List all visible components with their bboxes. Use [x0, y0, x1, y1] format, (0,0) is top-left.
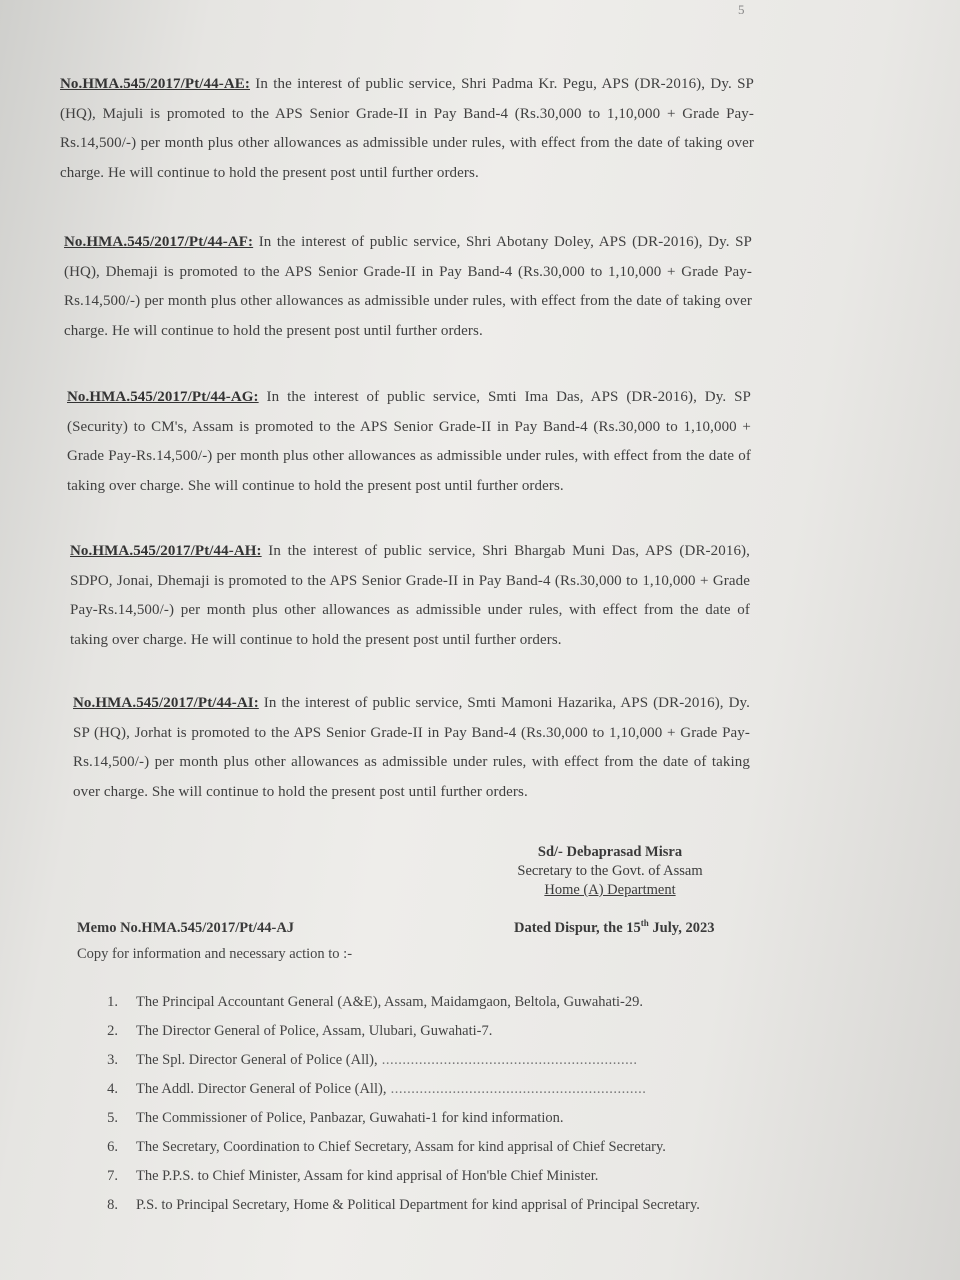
order-text: In the interest of public service, Smti Ima Das, APS (DR-2016), Dy. SP (Security) to CM's, Assam is promoted to the APS Senior Grade-II in Pay Band-4 (Rs.30,000 to 1,10,000 + Grade Pay-Rs.14,500/-) per month plus other allowances as admissible under rules, with effect from the date of taking over charge. She will continue to hold the present post until further orders. [67, 389, 751, 494]
list-item-text: The P.P.S. to Chief Minister, Assam for kind apprisal of Hon'ble Chief Minister. [136, 1168, 599, 1184]
list-item [98, 1196, 748, 1215]
signature-block [490, 843, 730, 900]
list-item-number: 7. [107, 1168, 118, 1184]
order-paragraph-ag [67, 383, 751, 501]
list-item [98, 1022, 748, 1041]
list-item-text: The Director General of Police, Assam, Ulubari, Guwahati-7. [136, 1023, 493, 1039]
order-paragraph-ah [70, 537, 750, 655]
copy-to-list [98, 993, 748, 1225]
order-text: In the interest of public service, Shri Padma Kr. Pegu, APS (DR-2016), Dy. SP (HQ), Majuli is promoted to the APS Senior Grade-II in Pay Band-4 (Rs.30,000 to 1,10,000 + Grade Pay-Rs.14,500/-) per month plus other allowances as admissible under rules, with effect from the date of taking over charge. He will continue to hold the present post until further orders. [60, 76, 754, 181]
copy-to-heading: Copy for information and necessary action to :- [77, 946, 353, 962]
list-item [98, 993, 748, 1012]
memo-date-suffix: th [640, 918, 649, 928]
list-item-number: 3. [107, 1052, 118, 1068]
order-reference: No.HMA.545/2017/Pt/44-AG: [67, 389, 259, 405]
list-item-number: 2. [107, 1023, 118, 1039]
order-paragraph-ai [73, 689, 750, 807]
order-text: In the interest of public service, Smti Mamoni Hazarika, APS (DR-2016), Dy. SP (HQ), Jorhat is promoted to the APS Senior Grade-II in Pay Band-4 (Rs.30,000 to 1,10,000 + Grade Pay-Rs.14,500/-) per month plus other allowances as admissible under rules, with effect from the date of taking over charge. She will continue to hold the present post until further orders. [73, 695, 750, 800]
signatory-department: Home (A) Department [544, 882, 676, 898]
order-text: In the interest of public service, Shri Abotany Doley, APS (DR-2016), Dy. SP (HQ), Dhemaji is promoted to the APS Senior Grade-II in Pay Band-4 (Rs.30,000 to 1,10,000 + Grade Pay-Rs.14,500/-) per month plus other allowances as admissible under rules, with effect from the date of taking over charge. He will continue to hold the present post until further orders. [64, 234, 752, 339]
list-item-number: 8. [107, 1197, 118, 1213]
list-item-number: 5. [107, 1110, 118, 1126]
order-reference: No.HMA.545/2017/Pt/44-AI: [73, 695, 259, 711]
list-item-text: The Spl. Director General of Police (All), ..... [136, 1051, 748, 1070]
list-item-number: 6. [107, 1139, 118, 1155]
list-item-number: 4. [107, 1081, 118, 1097]
page-number: 5 [738, 2, 745, 17]
list-item [98, 1167, 748, 1186]
list-item [98, 1109, 748, 1128]
list-item-text: The Commissioner of Police, Panbazar, Guwahati-1 for kind information. [136, 1110, 564, 1126]
list-item [98, 1080, 748, 1099]
order-paragraph-ae [60, 70, 754, 188]
list-item-text: P.S. to Principal Secretary, Home & Political Department for kind apprisal of Principal Secretary. [136, 1197, 700, 1213]
list-item-number: 1. [107, 994, 118, 1010]
memo-date-prefix: Dated Dispur, the 15 [514, 919, 641, 936]
memo-date [514, 918, 714, 937]
list-item [98, 1051, 748, 1070]
order-paragraph-af [64, 228, 752, 346]
order-reference: No.HMA.545/2017/Pt/44-AF: [64, 234, 254, 250]
order-reference: No.HMA.545/2017/Pt/44-AH: [70, 543, 262, 559]
list-item-text: The Addl. Director General of Police (All), ..... [136, 1080, 748, 1099]
signatory-name: Sd/- Debaprasad Misra [537, 844, 683, 860]
memo-date-rest: July, 2023 [648, 919, 715, 936]
order-text: In the interest of public service, Shri Bhargab Muni Das, APS (DR-2016), SDPO, Jonai, Dhemaji is promoted to the APS Senior Grade-II in Pay Band-4 (Rs.30,000 to 1,10,000 + Grade Pay-Rs.14,500/-) per month plus other allowances as admissible under rules, with effect from the date of taking over charge. He will continue to hold the present post until further orders. [70, 543, 750, 648]
list-item [98, 1138, 748, 1157]
list-item-text: The Principal Accountant General (A&E), Assam, Maidamgaon, Beltola, Guwahati-29. [136, 994, 643, 1010]
memo-number: Memo No.HMA.545/2017/Pt/44-AJ [77, 920, 295, 936]
signatory-designation: Secretary to the Govt. of Assam [517, 863, 703, 879]
order-reference: No.HMA.545/2017/Pt/44-AE: [60, 76, 250, 92]
list-item-text: The Secretary, Coordination to Chief Secretary, Assam for kind apprisal of Chief Secretary. [136, 1139, 666, 1155]
